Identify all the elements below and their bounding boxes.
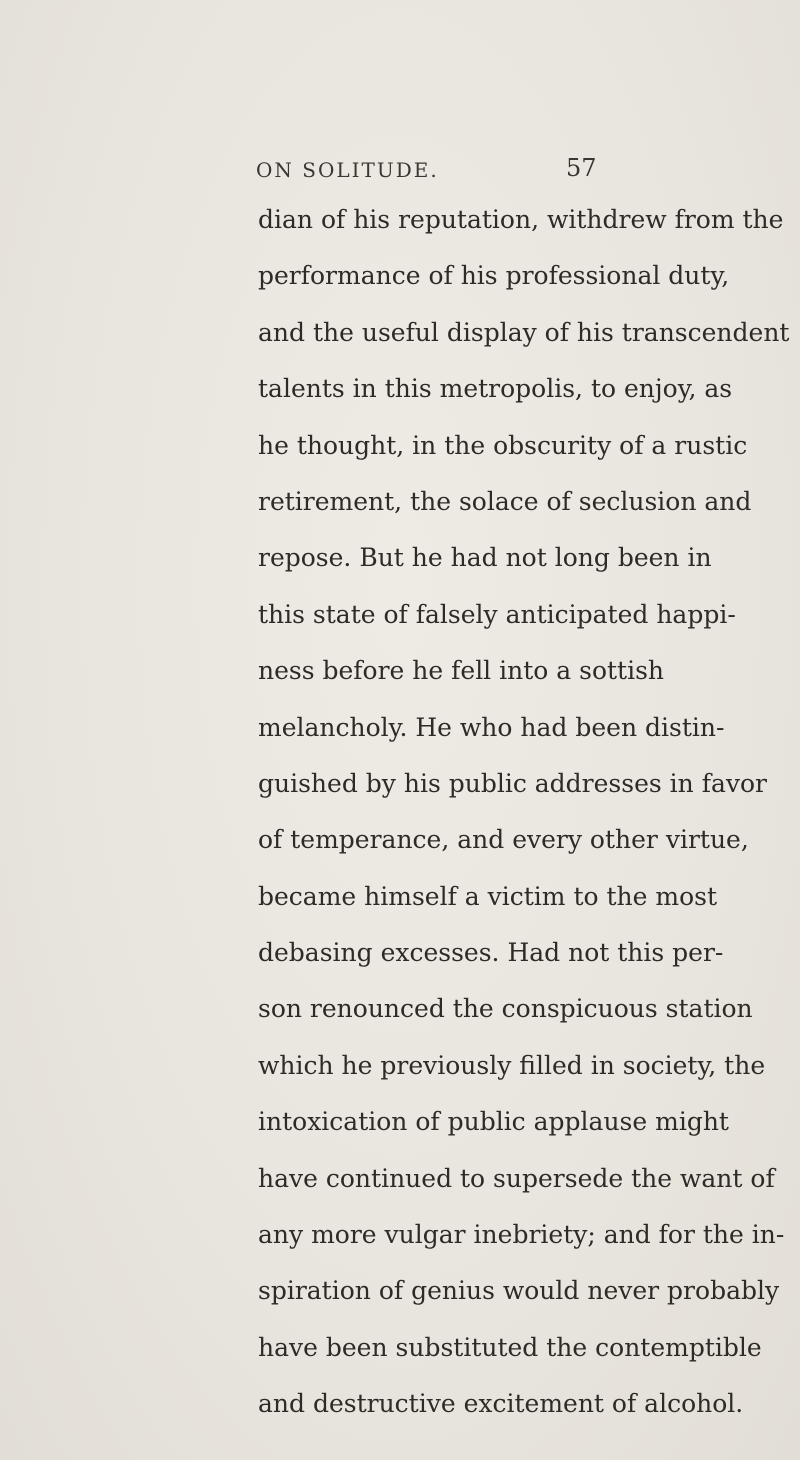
- text-line: and destructive excitement of alcohol.: [258, 1389, 744, 1419]
- text-line: which he previously filled in society, the: [258, 1050, 766, 1080]
- text-line: he thought, in the obscurity of a rustic: [258, 430, 748, 460]
- text-line: became himself a victim to the most: [258, 881, 718, 911]
- running-head: ON SOLITUDE.: [256, 158, 439, 182]
- text-line: of temperance, and every other virtue,: [258, 825, 749, 855]
- body-text: [258, 192, 790, 1433]
- text-line: guished by his public addresses in favor: [258, 768, 767, 798]
- text-line: dian of his reputation, withdrew from the: [258, 205, 784, 234]
- text-line: debasing excesses. Had not this per-: [258, 938, 724, 968]
- text-line: this state of falsely anticipated happi-: [258, 599, 736, 629]
- text-line: repose. But he had not long been in: [258, 543, 712, 573]
- text-line: spiration of genius would never probably: [258, 1276, 780, 1306]
- text-line: ness before he fell into a sottish: [258, 656, 665, 686]
- text-line: talents in this metropolis, to enjoy, as: [258, 374, 733, 404]
- text-line: performance of his professional duty,: [258, 261, 730, 291]
- text-line: and the useful display of his transcendent: [258, 317, 790, 347]
- text-line: any more vulgar inebriety; and for the in-: [258, 1220, 785, 1250]
- text-line: son renounced the conspicuous station: [258, 994, 753, 1024]
- text-line: have been substituted the contemptible: [258, 1332, 762, 1362]
- page-header: [0, 150, 800, 190]
- text-line: have continued to supersede the want of: [258, 1163, 775, 1193]
- text-line: intoxication of public applause might: [258, 1107, 729, 1137]
- text-line: melancholy. He who had been distin-: [258, 712, 725, 742]
- page-number: 57: [566, 154, 597, 182]
- text-line: retirement, the solace of seclusion and: [258, 486, 752, 516]
